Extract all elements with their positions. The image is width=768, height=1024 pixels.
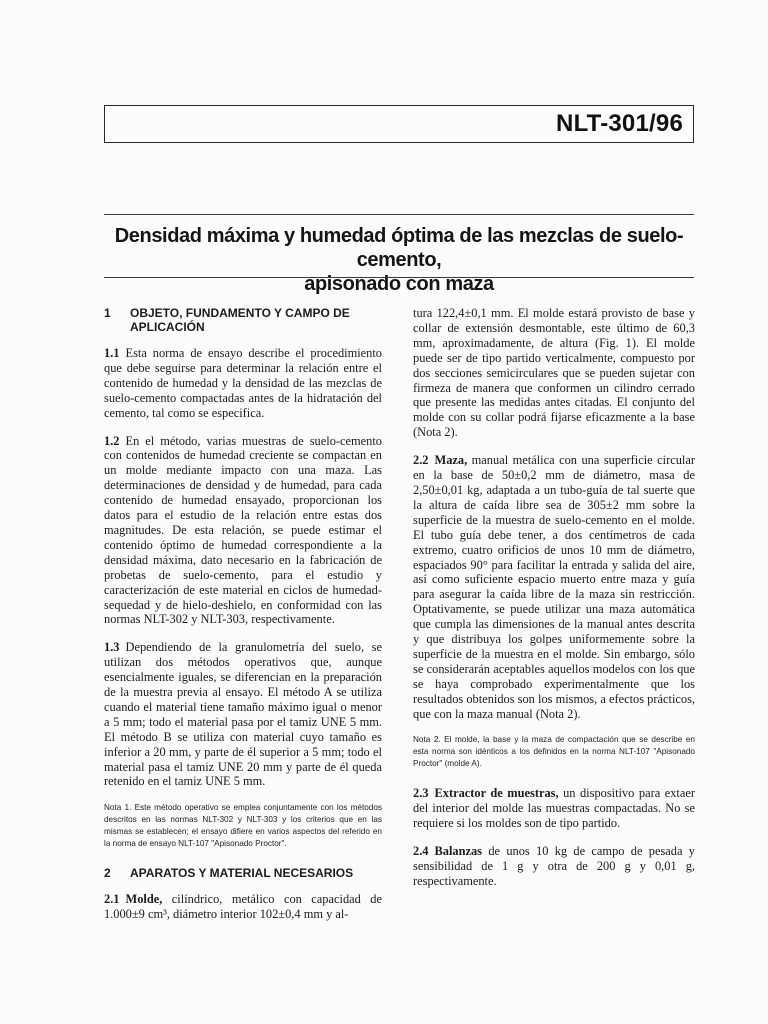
paragraph-2-1-continued: tura 122,4±0,1 mm. El molde estará provisto de base y collar de extensión desmontable, este último de 60,3 mm, aproximadamente, de altura (Fig. 1). El molde puede ser de tipo partido verticalmente, compuesto por dos secciones semicirculares que se pueden sujetar con firmeza de manera que conformen un cilindro cerrado que presente las medidas antes citadas. El conjunto del molde con su collar podrá fijarse eficazmente a la base (Nota 2). [413,306,695,440]
paragraph-text: Dependiendo de la granulometría del suelo, se utilizan dos métodos operativos que, aunque esencialmente iguales, se diferencian en la preparación de la muestra previa al ensayo. El método A se utiliza cuando el material tiene tamaño máximo igual o menor a 5 mm; todo el material pasa por el tamiz UNE 5 mm. El método B se utiliza con material cuyo tamaño es inferior a 20 mm, y parte de él superior a 5 mm; todo el material pasa el tamiz UNE 20 mm y parte de él queda retenido en el tamiz UNE 5 mm. [104,640,382,789]
section-heading-1 [104,306,382,334]
paragraph-number: 2.1 [104,892,120,907]
paragraph-1-3 [104,640,382,789]
paragraph-number: 2.2 [413,453,429,468]
paragraph-1-1 [104,346,382,421]
section-heading-2 [104,866,382,880]
paragraph-number: 2.4 [413,844,429,859]
paragraph-number: 1.1 [104,346,120,360]
document-title [104,224,694,296]
paragraph-number: 1.3 [104,640,120,655]
title-line-2: apisonado con maza [304,273,494,295]
title-line-1: Densidad máxima y humedad óptima de las mezclas de suelo-cemento, [114,225,684,271]
right-column [413,306,695,902]
note-2: Nota 2. El molde, la base y la maza de compactación que se describe en esta norma son idénticos a los definidos en la norma NLT-107 "Apisonado Proctor" (molde A). [413,735,695,769]
paragraph-term: Maza, [434,453,468,468]
paragraph-2-4 [413,844,695,889]
section-title: APARATOS Y MATERIAL NECESARIOS [130,866,354,881]
paragraph-text: manual metálica con una superficie circular en la base de 50±0,2 mm de diámetro, masa de 2,50±0,01 kg, adaptada a un tubo-guía de tal suerte que la altura de caída libre sea de 305±2 mm sobre la superficie de la muestra de suelo-cemento en el molde. El tubo guía debe tener, a dos centímetros de cada extremo, cuatro orificios de unos 10 mm de diámetro, espaciados 90° para facilitar la entrada y salida del aire, así como suficiente espacio muerto entre maza y guía para asegurar la caída libre de la maza sin restricción. Optativamente, se puede utilizar una maza automática que cumpla las dimensiones de la manual antes descrita y que distribuya los golpes uniformemente sobre la superficie de la muestra en el molde. Sin embargo, sólo se considerarán aceptables aquellos modelos con los que se haya comprobado experimentalmente que los resultados obtenidos son los mismos, a efectos prácticos, que con la maza manual (Nota 2). [413,453,695,721]
note-1: Nota 1. Este método operativo se emplea conjuntamente con los métodos descritos en las normas NLT-302 y NLT-303 y los criterios que en las mismas se establecen; el ensayo difiere en varios aspectos del referido en la norma de ensayo NLT-107 "Apisonado Proctor". [104,803,382,849]
paragraph-text: En el método, varias muestras de suelo-cemento con contenidos de humedad creciente se compactan en un molde mediante impacto con una maza. Las determinaciones de densidad y de humedad, para cada contenido de humedad ensayado, proporcionan los datos para el estudio de la relación entre estas dos magnitudes. De esta relación, se puede estimar el contenido óptimo de humedad correspondiente a la densidad máxima, dato necesario en la fabricación de probetas de suelo-cemento, para el estudio y caracterización de este material en ciclos de humedad-sequedad y de hielo-deshielo, en conformidad con las normas NLT-302 y NLT-303, respectivamente. [104,433,382,627]
standard-code: NLT-301/96 [556,110,683,137]
section-title: OBJETO, FUNDAMENTO Y CAMPO DE APLICACIÓN [130,306,350,334]
section-number: 1 [104,306,111,320]
title-bottom-rule [104,277,694,278]
paragraph-1-2 [104,434,382,628]
paragraph-text: cilíndrico, metálico con capacidad de 1.000±9 cm³, diámetro interior 102±0,4 mm y al- [104,892,382,922]
paragraph-2-3 [413,786,695,831]
title-top-rule [104,214,694,215]
section-number: 2 [104,866,111,881]
paragraph-term: Molde, [125,892,163,907]
paragraph-number: 2.3 [413,786,429,801]
paragraph-text: Esta norma de ensayo describe el procedimiento que debe seguirse para determinar la relación entre el contenido de humedad y la densidad de las mezclas de suelo-cemento compactadas antes de la hidratación del cemento, tal como se especifica. [104,346,382,420]
paragraph-term: Balanzas [434,844,483,859]
paragraph-term: Extractor de muestras, [434,786,559,801]
paragraph-text: de unos 10 kg de campo de pesada y sensibilidad de 1 g y otra de 200 g y 0,01 g, respectivamente. [413,844,695,888]
left-column [104,306,382,935]
paragraph-text: un dispositivo para extaer del interior del molde las muestras compactadas. No se requiere si los moldes son de tipo partido. [413,786,695,831]
paragraph-2-2 [413,453,695,721]
paragraph-2-1 [104,892,382,922]
paragraph-number: 1.2 [104,433,120,448]
header-box [104,105,694,143]
